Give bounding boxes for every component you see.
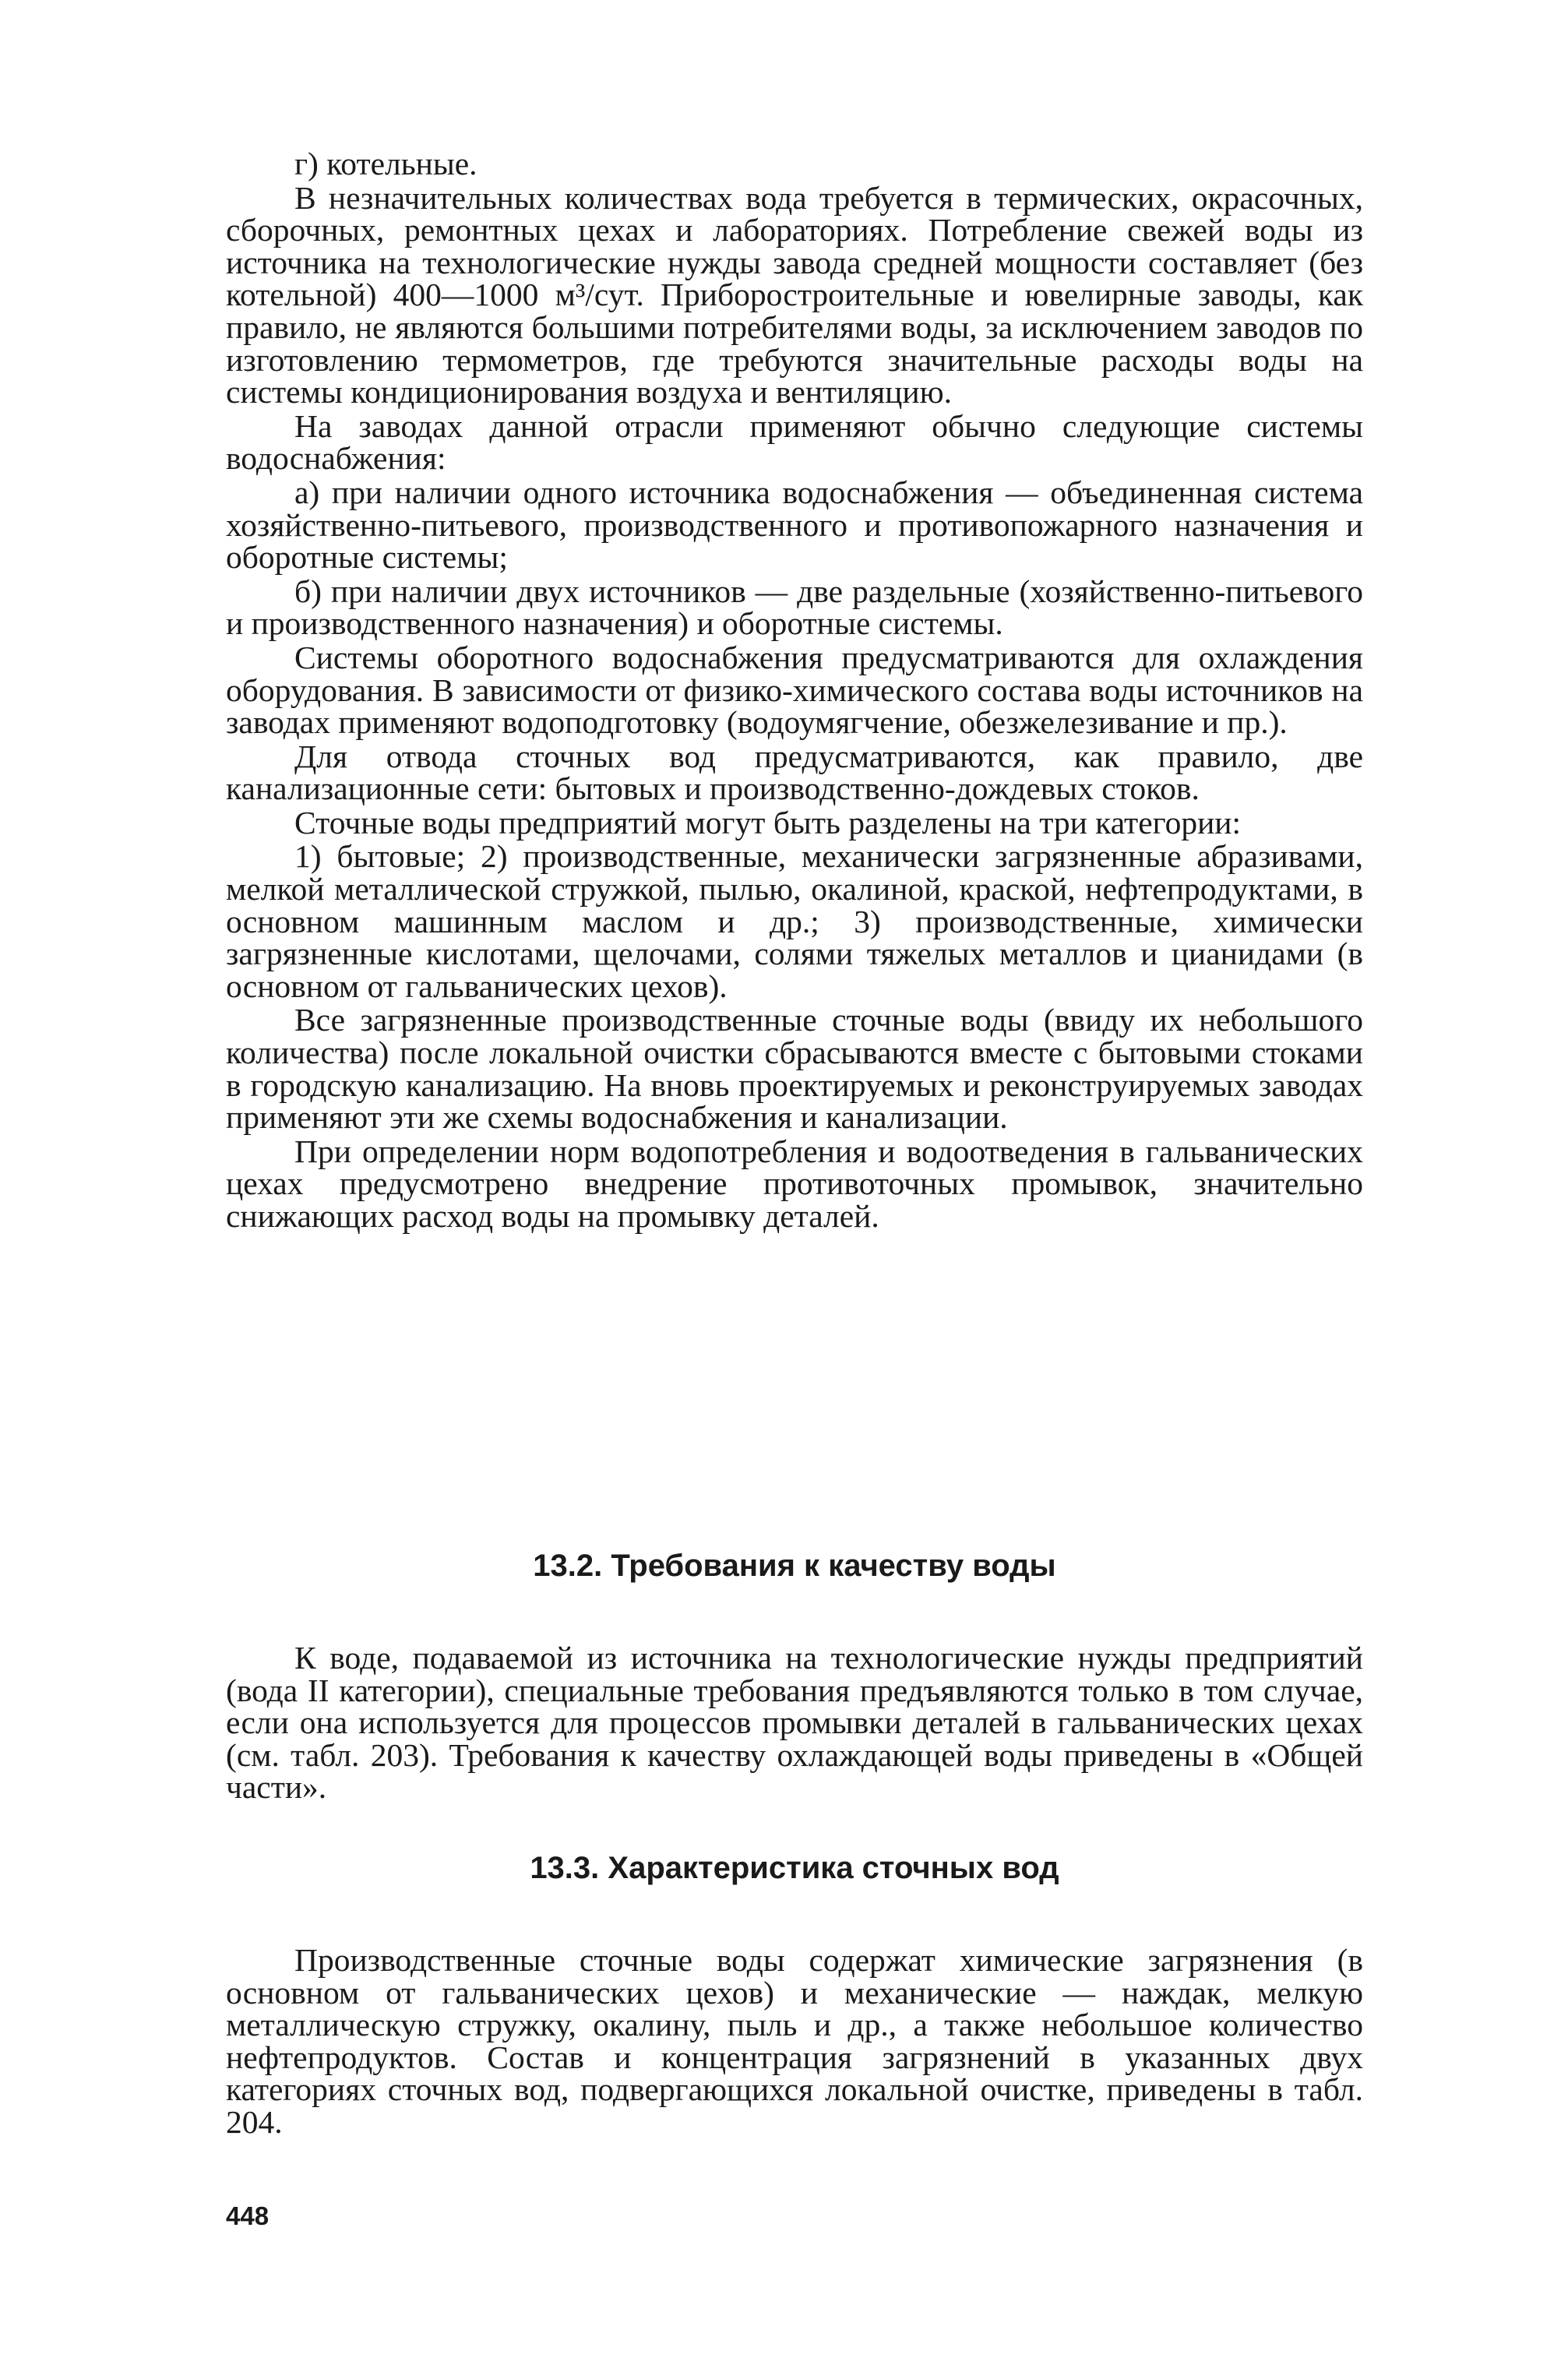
paragraph: г) котельные.	[294, 146, 477, 182]
paragraph: При определении норм водопотребления и водоотведения в гальванических цехах предусмотрено внедрение противоточных промывок, значительно снижающих расход воды на промывку деталей.	[226, 1133, 1363, 1234]
paragraph: На заводах данной отрасли применяют обычно следующие системы водоснабжения:	[226, 407, 1363, 477]
paragraph: Сточные воды предприятий могут быть разделены на три категории:	[294, 804, 1242, 841]
section-heading: 13.2. Требования к качеству воды	[533, 1549, 1056, 1583]
paragraph: Системы оборотного водоснабжения предусматриваются для охлаждения оборудования. В зависимости от физико-химического состава воды источников на заводах применяют водоподготовку (водоумягчение, обезжелезивание и пр.).	[226, 639, 1363, 741]
paragraph: 1) бытовые; 2) производственные, механически загрязненные абразивами, мелкой металлической стружкой, пылью, окалиной, краской, нефтепродуктами, в основном машинным маслом и др.; 3) производственные, химически загрязненные кислотами, щелочами, солями тяжелых металлов и цианидами (в основном от гальванических цехов).	[226, 838, 1363, 1004]
paragraph: б) при наличии двух источников — две раздельные (хозяйственно-питьевого и производственного назначения) и оборотные системы.	[226, 573, 1363, 642]
paragraph: К воде, подаваемой из источника на технологические нужды предприятий (вода II категории), специальные требования предъявляются только в том случае, если она используется для процессов промывки деталей в гальванических цехах (см. табл. 203). Требования к качеству охлаждающей воды приведены в «Общей части».	[226, 1640, 1363, 1806]
page-number: 448	[226, 2201, 270, 2230]
paragraph: Все загрязненные производственные сточные воды (ввиду их небольшого количества) после локальной очистки сбрасываются вместе с бытовыми стоками в городскую канализацию. На вновь проектируемых и реконструируемых заводах применяют эти же схемы водоснабжения и канализации.	[226, 1002, 1363, 1136]
paragraph: а) при наличии одного источника водоснабжения — объединенная система хозяйственно-питьевого, производственного и противопожарного назначения и оборотные системы;	[226, 474, 1363, 576]
section-body	[226, 1642, 1363, 1806]
paragraph: Производственные сточные воды содержат химические загрязнения (в основном от гальванических цехов) и механические — наждак, мелкую металлическую стружку, окалину, пыль и др., а также небольшое количество нефтепродуктов. Состав и концентрация загрязнений в указанных двух категориях сточных вод, подвергающихся локальной очистке, приведены в табл. 204.	[226, 1942, 1363, 2140]
section-heading: 13.3. Характеристика сточных вод	[530, 1851, 1059, 1885]
paragraph: В незначительных количествах вода требуется в термических, окрасочных, сборочных, ремонтных цехах и лабораториях. Потребление свежей воды из источника на технологические нужды завода средней мощности составляет (без котельной) 400—1000 м³/сут. Приборостроительные и ювелирные заводы, как правило, не являются большими потребителями воды, за исключением заводов по изготовлению термометров, где требуются значительные расходы воды на системы кондиционирования воздуха и вентиляцию.	[226, 179, 1363, 411]
section-water-supply-systems	[226, 148, 1363, 1235]
paragraph: Для отвода сточных вод предусматриваются, как правило, две канализационные сети: бытовых и производственно-дождевых стоков.	[226, 738, 1363, 807]
section-body	[226, 1944, 1363, 2141]
